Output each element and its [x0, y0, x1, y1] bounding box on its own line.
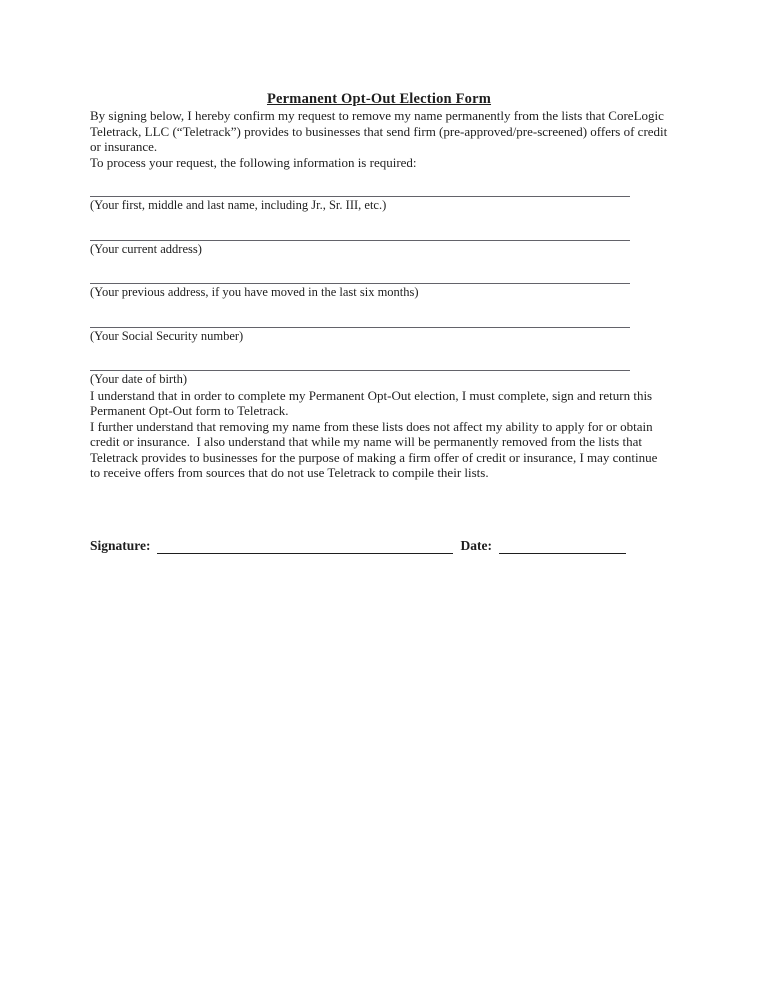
understanding-paragraph-2: I further understand that removing my name from these lists does not affect my ability to apply for or obtain credit or insurance. I also understand that while my name will be permanently removed from the lists that Teletrack provides to businesses for the purpose of making a firm offer of credit or insurance, I may continue to receive offers from sources that do not use Teletrack to compile their lists. — [90, 418, 661, 480]
name-field-label: (Your first, middle and last name, including Jr., Sr. III, etc.) — [90, 198, 387, 212]
ssn-field-label: (Your Social Security number) — [90, 328, 244, 343]
current-address-field — [90, 240, 630, 258]
signature-label: Signature: — [90, 537, 151, 553]
understanding-paragraph-1: I understand that in order to complete my Permanent Opt-Out election, I must complete, sign and return this Permanent Opt-Out form to Teletrack. — [90, 387, 656, 418]
signature-row — [90, 538, 668, 554]
dob-field-label: (Your date of birth) — [90, 372, 187, 386]
intro-paragraph: By signing below, I hereby confirm my request to remove my name permanently from the lists that CoreLogic Teletrack, LLC (“Teletrack”) provides to businesses that send firm (pre-approved/pre-screened) offers of credit or insurance. — [90, 108, 671, 154]
date-label: Date: — [460, 537, 492, 553]
previous-address-field — [90, 283, 630, 301]
ssn-field — [90, 327, 630, 345]
previous-address-field-label: (Your previous address, if you have moved in the last six months) — [90, 285, 419, 299]
signature-line[interactable] — [157, 549, 453, 554]
form-title: Permanent Opt-Out Election Form — [266, 91, 492, 107]
dob-field — [90, 370, 630, 388]
date-line[interactable] — [499, 549, 626, 554]
form-content — [90, 0, 671, 554]
instruction-paragraph: To process your request, the following information is required: — [90, 154, 417, 170]
current-address-field-label: (Your current address) — [90, 241, 202, 256]
name-field — [90, 196, 630, 214]
